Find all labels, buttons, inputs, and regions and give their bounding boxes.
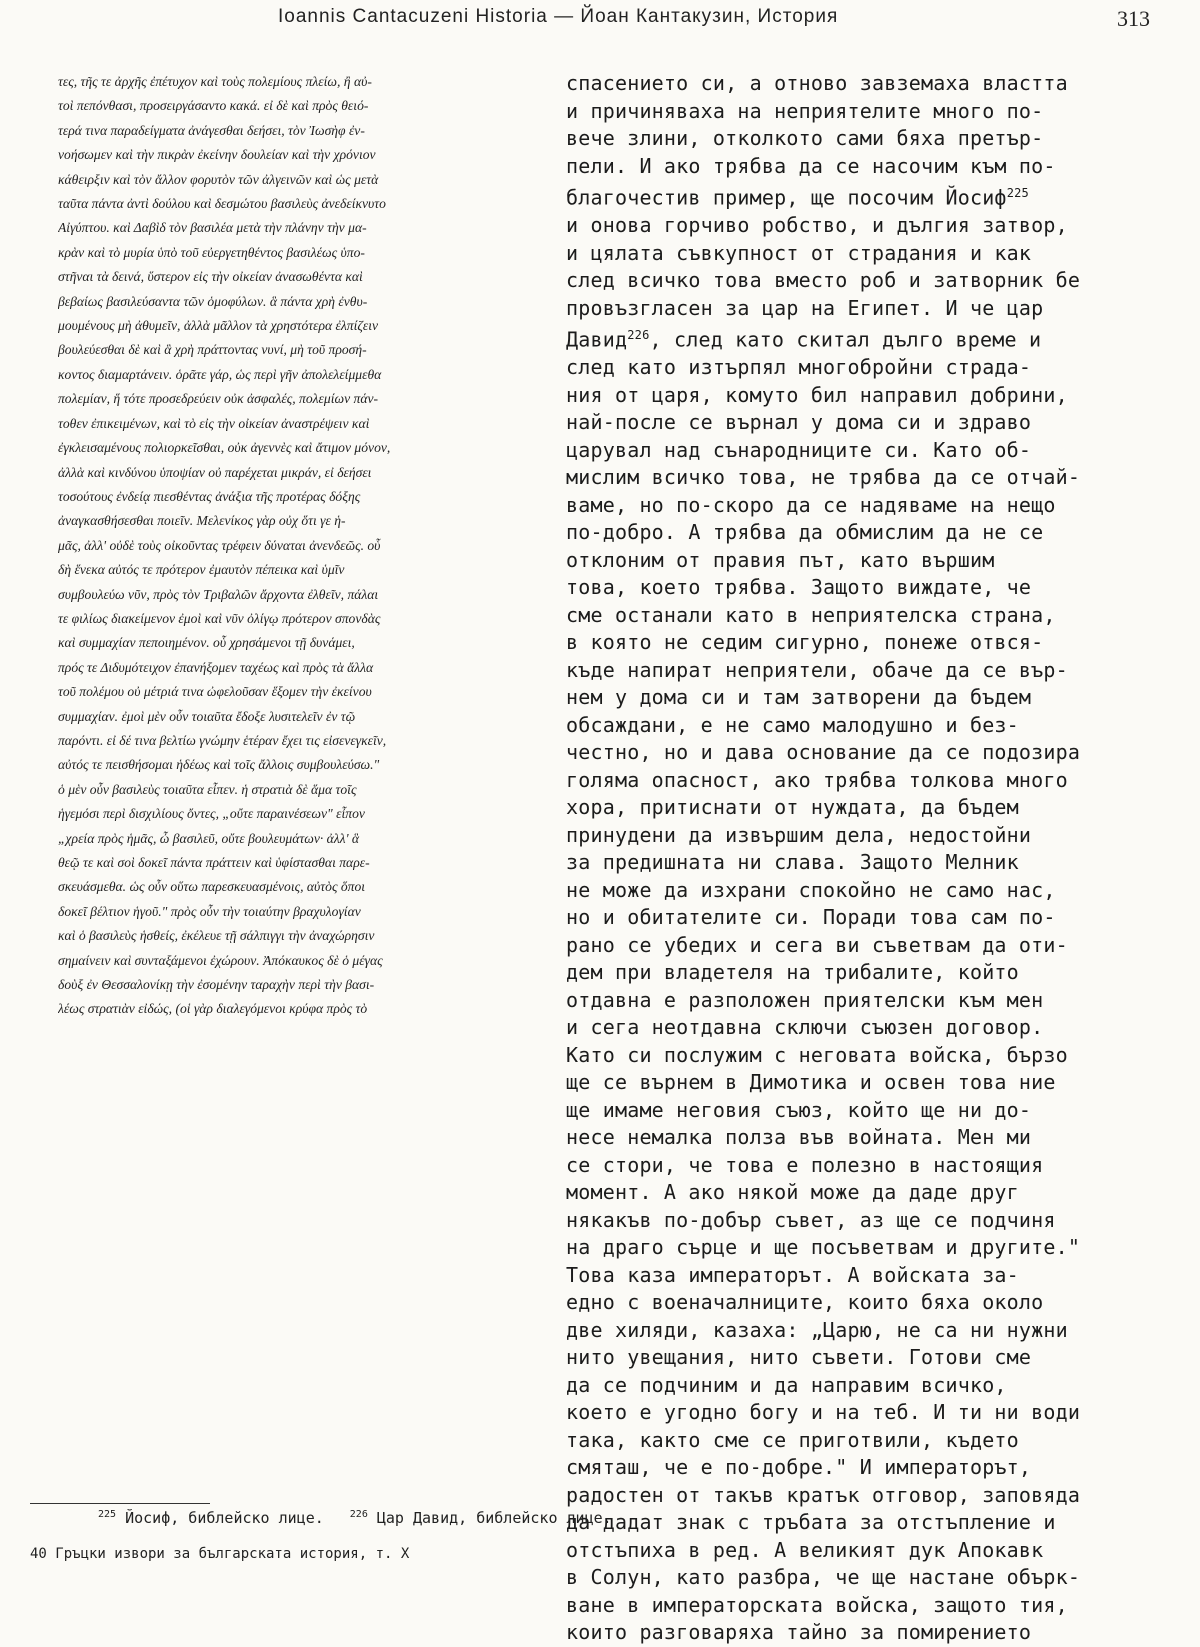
- greek-line: παρόντι. εἰ δέ τινα βελτίω γνώμην ἑτέραν ἔχει τις εἰσενεγκεῖν,: [58, 732, 387, 748]
- bulgarian-line: най-после се върнал у дома си и здраво: [566, 410, 1032, 435]
- greek-line: τοσούτους ἐνδείᾳ πιεσθέντας ἀνάξια τῆς προτέρας δόξης: [58, 488, 361, 504]
- bulgarian-line: но и обитателите си. Поради това сам по-: [566, 905, 1056, 930]
- greek-line: καὶ συμμαχίαν πεποιημένον. οὗ χρησάμενοι τῇ δυνάμει,: [58, 635, 355, 651]
- bulgarian-line: хора, притиснати от нуждата, да бъдем: [566, 795, 1019, 820]
- bulgarian-line: ния от царя, комуто бил направил добрини,: [566, 382, 1068, 407]
- bulgarian-line: на драго сърце и ще посъветвам и другите.": [566, 1235, 1081, 1260]
- bulgarian-line-text: Давид: [566, 327, 628, 352]
- bulgarian-line: отстъпиха в ред. А великият дук Апокавк: [566, 1537, 1044, 1562]
- bulgarian-line: обсаждани, е не само малодушно и без-: [566, 712, 1019, 737]
- bulgarian-line: което е угодно богу и на теб. И ти ни води: [566, 1400, 1081, 1425]
- greek-line: κρὰν καὶ τὸ μυρία ὑπὸ τοῦ εὐεργετηθέντος βασιλέως ὑπο-: [58, 244, 365, 260]
- bulgarian-line: смяташ, че е по-добре." И императорът,: [566, 1455, 1032, 1480]
- bulgarian-line: които разговаряха тайно за помирението: [566, 1620, 1032, 1645]
- running-head-title: Ioannis Cantacuzeni Historia — Йоан Кантакузин, История: [278, 6, 839, 27]
- bulgarian-line: отдавна е разположен приятелски към мен: [566, 987, 1044, 1012]
- greek-line: στῆναι τὰ δεινά, ὕστερον εἰς τὴν οἰκείαν ἀνασωθέντα καὶ: [58, 269, 363, 285]
- bulgarian-line: едно с военачалниците, които бяха около: [566, 1290, 1044, 1315]
- greek-line: τοθεν ἐπικειμένων, καὶ τὸ εἰς τὴν οἰκείαν ἀναστρέψειν καὶ: [58, 415, 370, 431]
- bulgarian-line: не може да изхрани спокойно не само нас,: [566, 877, 1056, 902]
- bulgarian-line: ще се върнем в Димотика и освен това ние: [566, 1070, 1056, 1095]
- bulgarian-line: нито увещания, нито съвети. Готови сме: [566, 1345, 1032, 1370]
- bulgarian-line: момент. А ако някой може да даде друг: [566, 1180, 1019, 1205]
- bulgarian-line: след като изтърпял многобройни страда-: [566, 355, 1032, 380]
- greek-line: „χρεία πρὸς ἡμᾶς, ὦ βασιλεῦ, οὔτε βουλευμάτων· ἀλλ' ἃ: [58, 830, 360, 846]
- footnote-226-text: Цар Давид, библейско лице.: [367, 1509, 612, 1527]
- bulgarian-line: провъзгласен за цар на Египет. И че цар: [566, 295, 1044, 320]
- greek-line: σημαίνειν καὶ συνταξάμενοι ἐχώρουν. Ἀπόκαυκος δὲ ὁ μέγας: [58, 952, 383, 968]
- bulgarian-line: някакъв по-добър съвет, аз ще се подчиня: [566, 1207, 1056, 1232]
- greek-text-column: [58, 70, 558, 1022]
- greek-line: Αἰγύπτου. καὶ Δαβὶδ τὸν βασιλέα μετὰ τὴν πλάνην τὴν μα-: [58, 220, 367, 236]
- greek-line: συμμαχίαν. ἐμοὶ μὲν οὖν τοιαῦτα ἔδοξε λυσιτελεῖν ἐν τῷ: [58, 708, 356, 724]
- greek-line: πολεμίαν, ἥ τότε προσεδρεύειν οὐκ ἀσφαλές, πολεμίων πάν-: [58, 391, 379, 407]
- bulgarian-line: ще имаме неговия съюз, който ще ни до-: [566, 1097, 1032, 1122]
- footnote-226-number: 226: [349, 1509, 368, 1520]
- bulgarian-line: дем при владетеля на трибалите, който: [566, 960, 1019, 985]
- greek-line: κάθειρξιν καὶ τὸν ἄλλον φορυτὸν τῶν ἀλγεινῶν καὶ ὡς μετὰ: [58, 171, 379, 187]
- greek-line: σκευάσμεθα. ὡς οὖν οὕτω παρεσκευασμένοις, αὐτὸς ὅποι: [58, 879, 366, 895]
- bulgarian-line: рано се убедих и сега ви съветвам да оти-: [566, 932, 1068, 957]
- bulgarian-line: [566, 322, 1146, 354]
- greek-line: δοὺξ ἐν Θεσσαλονίκῃ τὴν ἐσομένην ταραχὴν περὶ τὴν βασι-: [58, 977, 375, 993]
- greek-line: δὴ ἕνεκα αὐτός τε πρότερον ἐμαυτὸν πέπεικα καὶ ὑμῖν: [58, 562, 345, 578]
- bulgarian-line: да дадат знак с тръбата за отстъпление и: [566, 1510, 1056, 1535]
- bulgarian-line-text: благочестив пример, ще посочим Йосиф: [566, 185, 1007, 210]
- footnote-225-number: 225: [98, 1509, 117, 1520]
- greek-line: κοντος διαμαρτάνειν. ὁρᾶτε γάρ, ὡς περὶ γῆν ἀπολελείμμεθα: [58, 366, 382, 382]
- greek-line: συμβουλεύω νῦν, πρὸς τὸν Τριβαλῶν ἄρχοντα ἐλθεῖν, πάλαι: [58, 586, 379, 602]
- footnote-ref-225: 225: [1006, 186, 1029, 200]
- bulgarian-line: да се подчиним и да направим всичко,: [566, 1372, 1007, 1397]
- bulgarian-line: нем у дома си и там затворени да бъдем: [566, 685, 1032, 710]
- greek-line: ὁ μὲν οὖν βασιλεὺς τοιαῦτα εἶπεν. ἡ στρατιὰ δὲ ἅμα τοῖς: [58, 781, 357, 797]
- greek-line: πρός τε Διδυμότειχον ἐπανήξομεν ταχέως καὶ πρὸς τὰ ἄλλα: [58, 659, 374, 675]
- greek-line: ἀλλὰ καὶ κινδύνου ὑποψίαν οὐ παρέχεται μικράν, εἰ δεήσει: [58, 464, 372, 480]
- greek-line: νοήσωμεν καὶ τὴν πικρὰν ἐκείνην δουλείαν καὶ τὴν χρόνιον: [58, 147, 376, 163]
- bulgarian-line: Като си послужим с неговата войска, бързо: [566, 1042, 1068, 1067]
- greek-line: καὶ ὁ βασιλεὺς ἡσθείς, ἐκέλευε τῇ σάλπιγγι τὴν ἀναχώρησιν: [58, 928, 375, 944]
- printer-signature: 40 Гръцки извори за българската история, т. X: [30, 1546, 410, 1562]
- bulgarian-line: честно, но и дава основание да се подозира: [566, 740, 1081, 765]
- greek-line: μᾶς, ἀλλ' οὐδὲ τοὺς οἰκοῦντας τρέφειν δύναται ἀνενδεῶς. οὗ: [58, 537, 381, 553]
- bulgarian-line: пели. И ако трябва да се насочим към по-: [566, 153, 1056, 178]
- greek-line: ταῦτα πάντα ἀντὶ δούλου καὶ δεσμώτου βασιλεὺς ἀνεδείκνυτο: [58, 196, 386, 212]
- footnote-ref-226: 226: [627, 328, 650, 343]
- bulgarian-line-tail: , след като скитал дълго време и: [649, 327, 1042, 352]
- footnotes: [98, 1509, 998, 1527]
- bulgarian-line: ване в императорската войска, защото тия,: [566, 1592, 1068, 1617]
- bulgarian-line: Това каза императорът. А войската за-: [566, 1262, 1019, 1287]
- bulgarian-line: принудени да извършим дела, недостойни: [566, 822, 1032, 847]
- greek-line: βουλεύεσθαι δὲ καὶ ἃ χρὴ πράττοντας νυνί, μὴ τοῦ προσή-: [58, 342, 367, 358]
- greek-line: ἐγκλεισαμένους πολιορκεῖσθαι, οὐκ ἀγεννὲς καὶ ἄτιμον μόνον,: [58, 440, 391, 456]
- bulgarian-line: вече злини, отколкото сами бяха претър-: [566, 126, 1044, 150]
- bulgarian-line: по-добро. А трябва да обмислим да не се: [566, 520, 1044, 545]
- page-number: 313: [1117, 6, 1150, 31]
- bulgarian-line: спасението си, а отново завземаха властта: [566, 71, 1068, 95]
- running-header: [0, 0, 1200, 40]
- footnote-225-text: Йосиф, библейско лице.: [116, 1509, 324, 1527]
- greek-line: δοκεῖ βέλτιον ἡγοῦ." πρὸς οὖν τὴν τοιαύτην βραχυλογίαν: [58, 903, 361, 919]
- bulgarian-line: и сега неотдавна сключи съюзен договор.: [566, 1015, 1044, 1040]
- greek-line: αὐτός τε πεισθήσομαι ἡδέως καὶ τοῖς ἄλλοις συμβουλεύσω.": [58, 757, 380, 773]
- greek-line: θεῷ τε καὶ σοὶ δοκεῖ πάντα πράττειν καὶ ὑφίστασθαι παρε-: [58, 855, 370, 870]
- bulgarian-line: и цялата съвкупност от страдания и как: [566, 240, 1032, 265]
- greek-line: ἀναγκασθήσεσθαι ποιεῖν. Μελενίκος γὰρ οὐχ ὅτι γε ἡ-: [58, 513, 346, 529]
- bulgarian-line: [566, 180, 1146, 212]
- bulgarian-line: в която не седим сигурно, понеже отвся-: [566, 630, 1044, 655]
- bulgarian-line: отклоним от правия път, като вършим: [566, 547, 995, 572]
- bulgarian-line: радостен от такъв кратък отговор, заповяда: [566, 1482, 1081, 1507]
- greek-line: τοῦ πολέμου οὐ μέτριά τινα ὠφελοῦσαν ἕξομεν τὴν ἐκείνου: [58, 684, 372, 700]
- footnote-divider: [30, 1503, 210, 1504]
- greek-line: μουμένους μὴ ἀθυμεῖν, ἀλλὰ μᾶλλον τὰ χρηστότερα ἐλπίζειν: [58, 318, 379, 334]
- bulgarian-text-column: [566, 70, 1146, 1647]
- bulgarian-line: царувал над сънародниците си. Като об-: [566, 437, 1032, 462]
- bulgarian-line: мислим всичко това, не трябва да се отчай-: [566, 465, 1081, 490]
- greek-line: τες, τῆς τε ἀρχῆς ἐπέτυχον καὶ τοὺς πολεμίους πλείω, ἢ αὐ-: [58, 74, 372, 89]
- bulgarian-line: две хиляди, казаха: „Царю, не са ни нужни: [566, 1317, 1068, 1342]
- bulgarian-line: сме останали като в неприятелска страна,: [566, 602, 1056, 627]
- bulgarian-line: след всичко това вместо роб и затворник бе: [566, 268, 1081, 293]
- greek-line: τε φιλίως διακείμενον ἐμοὶ καὶ νῦν ὀλίγῳ πρότερον σπονδὰς: [58, 610, 381, 626]
- bulgarian-line: ваме, но по-скоро да се надяваме на нещо: [566, 492, 1056, 517]
- greek-line: λέως στρατιὰν εἰδώς, (οἱ γὰρ διαλεγόμενοι κρύφα πρὸς τὸ: [58, 1001, 368, 1017]
- greek-line: τερά τινα παραδείγματα ἀνάγεσθαι δεήσει, τὸν Ἰωσὴφ ἐν-: [58, 122, 365, 138]
- bulgarian-line: се стори, че това е полезно в настоящия: [566, 1152, 1044, 1177]
- bulgarian-line: несе немалка полза във войната. Мен ми: [566, 1125, 1032, 1150]
- bulgarian-line: и причиняваха на неприятелите много по-: [566, 98, 1044, 123]
- bulgarian-line: къде напират неприятели, обаче да се вър-: [566, 657, 1068, 682]
- bulgarian-line: така, както сме се приготвили, където: [566, 1427, 1019, 1452]
- bulgarian-line: голяма опасност, ако трябва толкова много: [566, 767, 1068, 792]
- bulgarian-line: и онова горчиво робство, и дългия затвор,: [566, 213, 1068, 238]
- greek-line: βεβαίως βασιλεύσαντα τῶν ὁμοφύλων. ἃ πάντα χρὴ ἐνθυ-: [58, 293, 368, 309]
- bulgarian-line: това, което трябва. Защото виждате, че: [566, 575, 1032, 600]
- bulgarian-line: за предишната ни слава. Защото Мелник: [566, 850, 1019, 875]
- greek-line: ἡγεμόσι περὶ δισχιλίους ὄντες, „οὔτε παραινέσεων" εἶπον: [58, 806, 365, 822]
- greek-line: τοὶ πεπόνθασι, προσειργάσαντο κακά. εἰ δὲ καὶ πρὸς θειό-: [58, 98, 369, 114]
- bulgarian-line: в Солун, като разбра, че ще настане обърк-: [566, 1565, 1081, 1590]
